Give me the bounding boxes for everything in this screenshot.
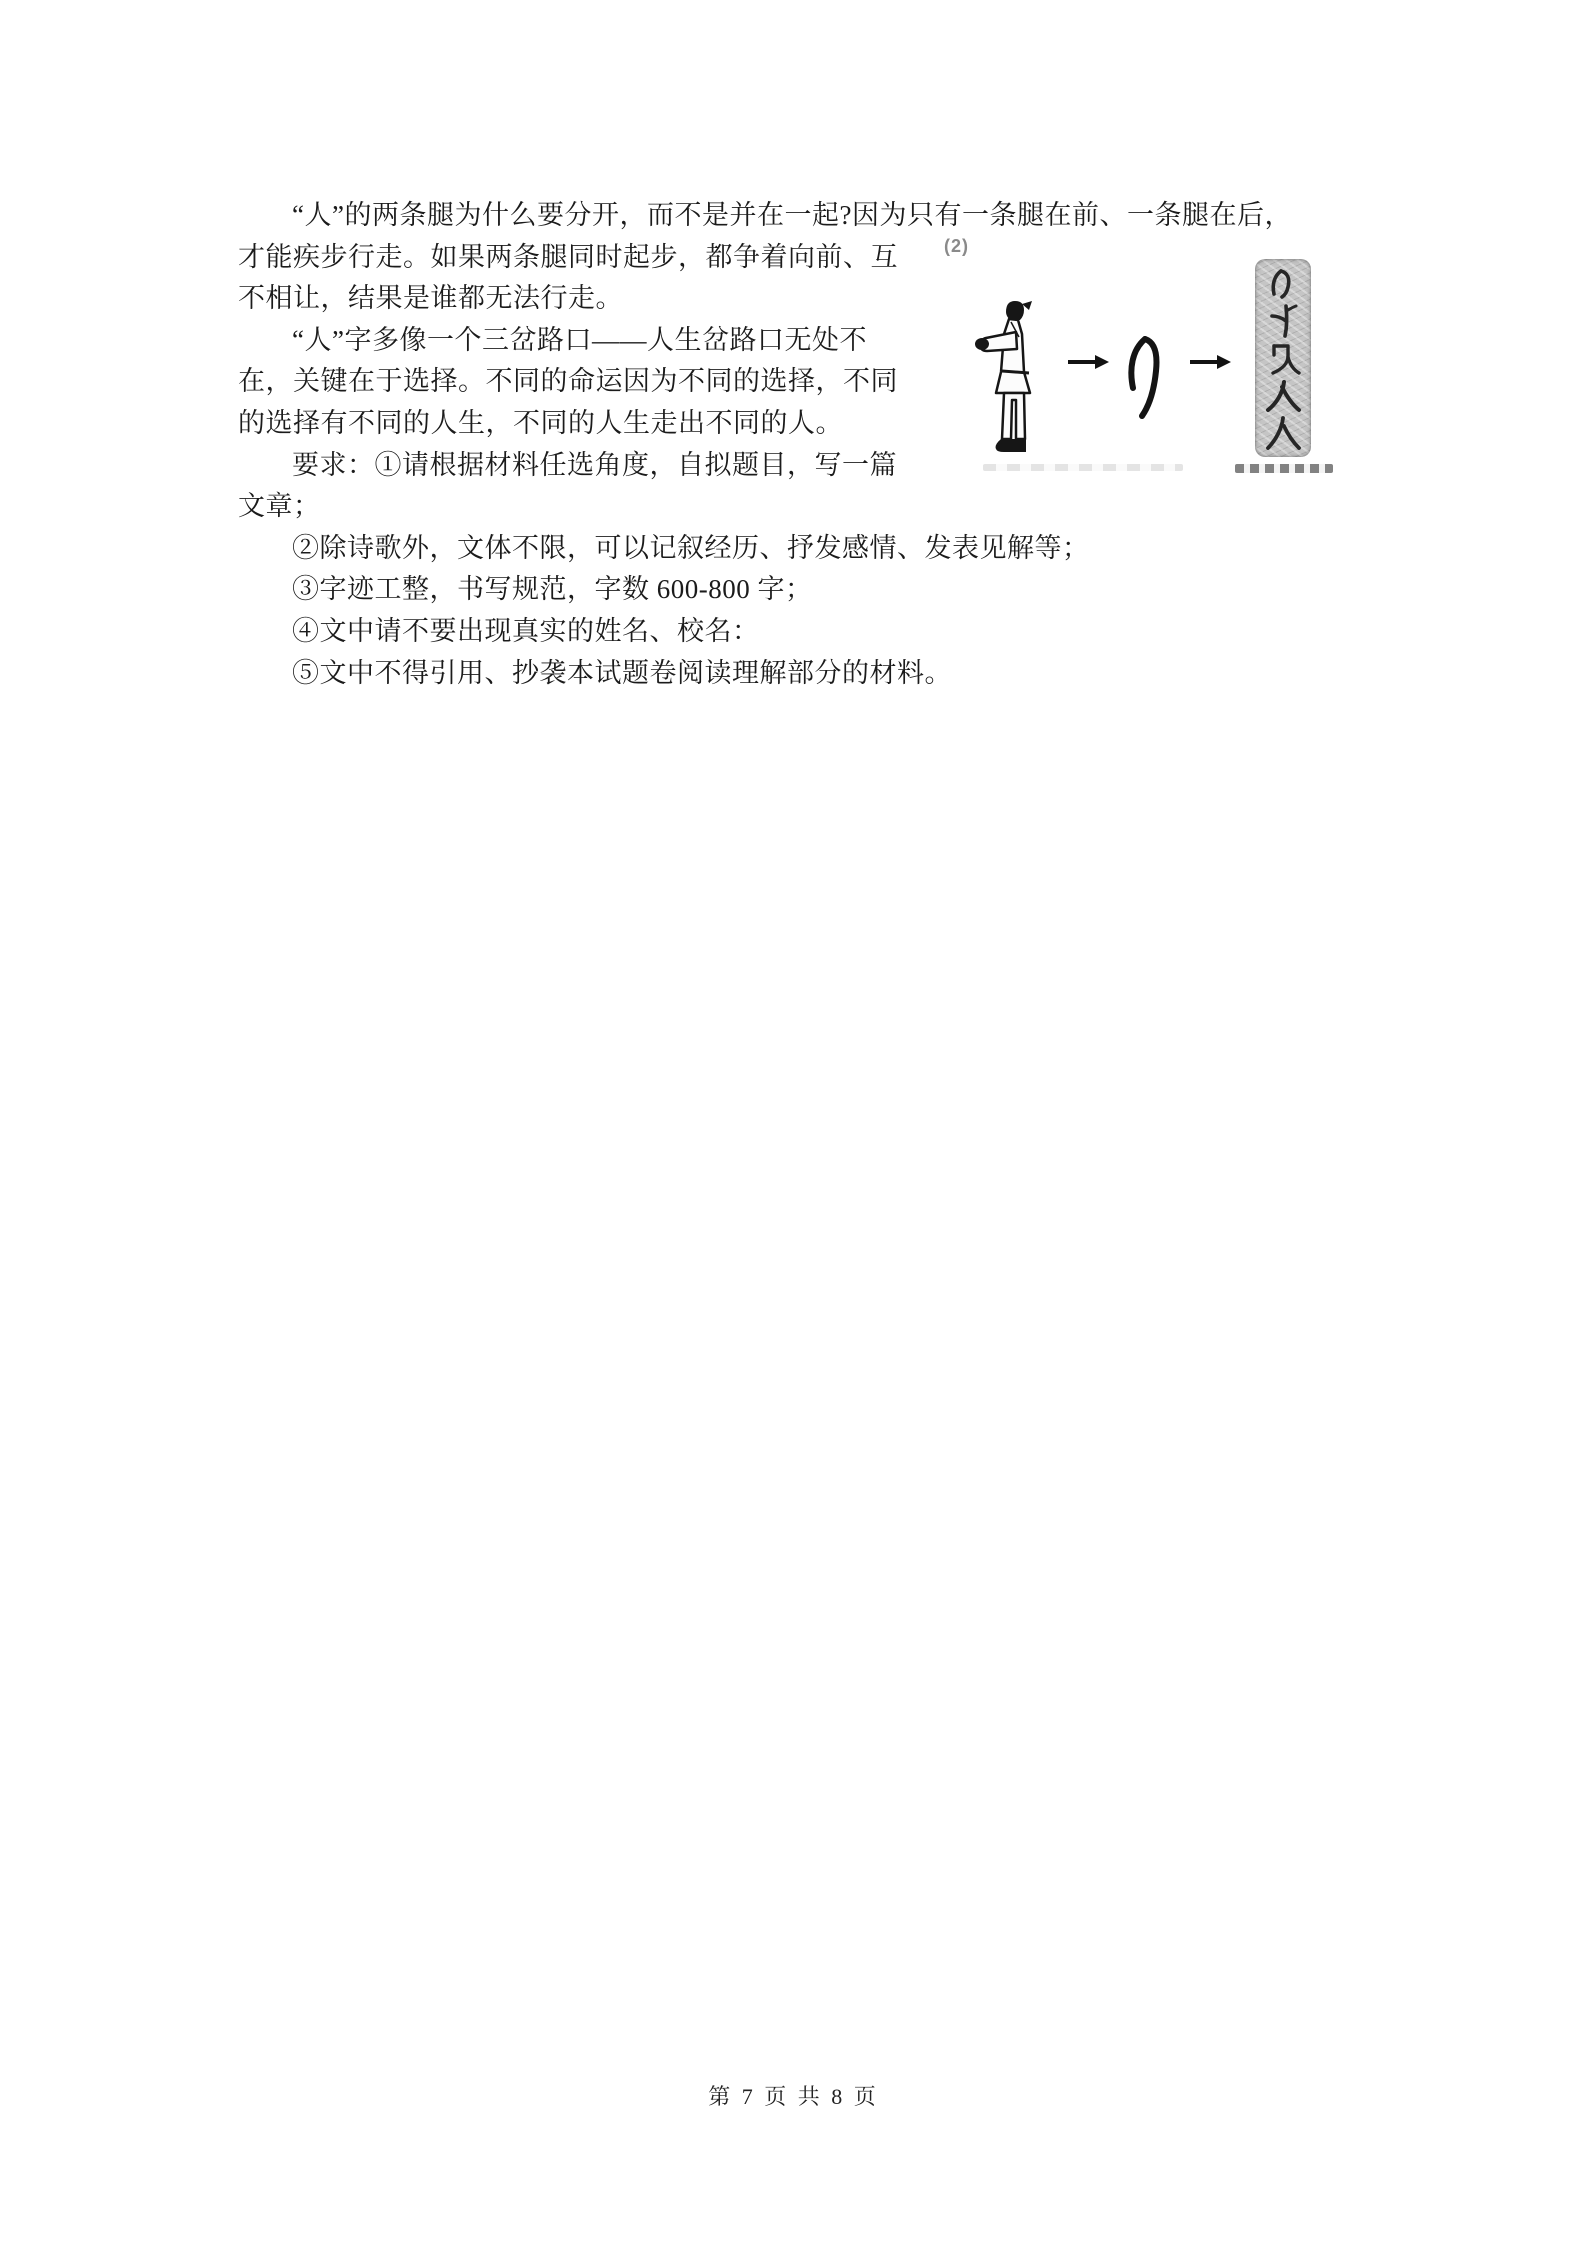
- character-evolution-figure: [935, 232, 1335, 482]
- essay-line: 才能疾步行走。如果两条腿同时起步，都争着向前、互: [238, 241, 898, 272]
- essay-line: “人”的两条腿为什么要分开，而不是并在一起?因为只有一条腿在前、一条腿在后，: [292, 200, 1292, 230]
- requirements-intro-line: 要求：①请根据材料任选角度，自拟题目，写一篇: [292, 449, 897, 480]
- faint-caption-smudge: [983, 464, 1183, 471]
- essay-line: 不相让，结果是谁都无法行走。: [238, 283, 623, 314]
- clerical-ren-icon: [1263, 378, 1303, 414]
- script-evolution-panel: [1255, 259, 1311, 457]
- regular-ren-icon: [1263, 415, 1303, 451]
- essay-line: 在，关键在于选择。不同的命运因为不同的选择，不同: [238, 366, 898, 397]
- arrow-right-icon: [1188, 354, 1232, 370]
- arrow-right-icon: [1066, 354, 1110, 370]
- standing-person-profile-icon: [973, 298, 1045, 456]
- oracle-bone-ren-glyph-icon: [1116, 324, 1164, 424]
- bronze-ren-icon: [1263, 303, 1303, 339]
- essay-line: 的选择有不同的人生，不同的人生走出不同的人。: [238, 407, 843, 438]
- requirement-item: ④文中请不要出现真实的姓名、校名：: [292, 615, 760, 646]
- oracle-bone-ren-icon: [1263, 265, 1303, 301]
- requirement-item: ②除诗歌外，文体不限，可以记叙经历、抒发感情、发表见解等；: [292, 532, 1090, 563]
- requirements-intro-line: 文章；: [238, 491, 321, 522]
- page-number-footer: 第 7 页 共 8 页: [708, 2084, 879, 2109]
- figure-label: (2): [944, 236, 969, 256]
- faint-caption-smudge: [1235, 464, 1333, 473]
- requirement-item: ⑤文中不得引用、抄袭本试题卷阅读理解部分的材料。: [292, 657, 952, 688]
- requirement-item: ③字迹工整，书写规范，字数 600-800 字；: [292, 574, 813, 605]
- essay-line: “人”字多像一个三岔路口——人生岔路口无处不: [292, 324, 867, 355]
- seal-ren-icon: [1263, 340, 1303, 376]
